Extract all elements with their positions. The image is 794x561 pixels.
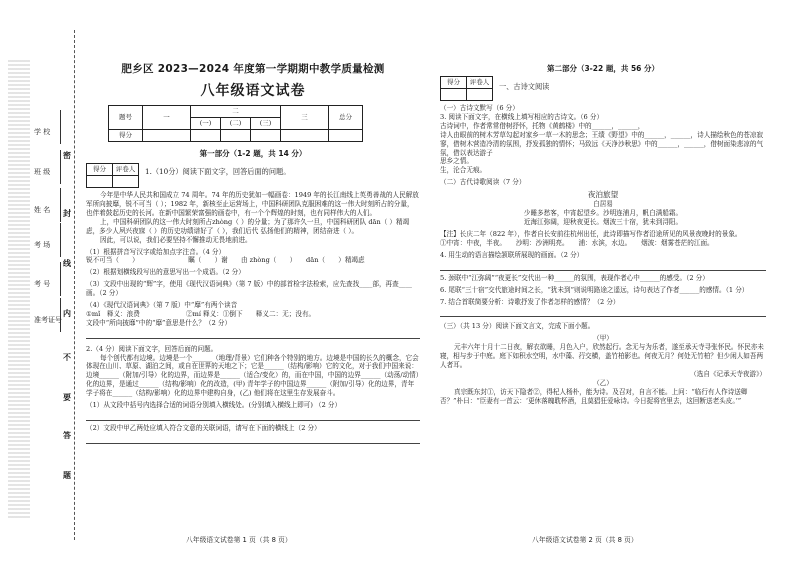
score-sub-cell: (三) [251, 118, 281, 130]
grader-score-cell[interactable] [441, 89, 467, 101]
grader-score-label: 得分 [441, 77, 467, 89]
page-2 [440, 64, 766, 405]
room-label: 考 场 [34, 241, 51, 249]
score-sub-cell: (一) [191, 118, 221, 130]
q4: 4. 用生动的语言描绘颔联所展现的画面。（2 分） [440, 250, 584, 259]
score-header-cell: 总分 [329, 106, 363, 130]
poem-note: ①中宵：中夜，半夜。 沙明：沙洲明亮。 浦：水滨，水边。 烟波：烟雾苍茫的江面。 [440, 238, 714, 247]
grader-box [86, 163, 139, 188]
q2-2: （2）文段中甲乙两处应填入符合文意的关联词语，请写在下面的横线上（2 分） [86, 423, 321, 432]
cut-line [74, 30, 75, 540]
score-row-label: 得分 [109, 130, 143, 142]
passage-yi: 真宗既东封①，访天下隐者②，得杞人杨朴，能为诗。及召对，自言不能。上问：“临行有人作诗送卿否？”朴曰：“臣妻有一首云：‘更休落魄耽杯酒，且莫猖狂爱咏诗。今日捉将官里去，这回断送老头皮。’” [440, 387, 748, 405]
sub1-title: （一）古诗文默写（6 分） [440, 104, 519, 113]
page-1 [86, 62, 420, 444]
seal-char: 密 [63, 150, 71, 160]
score-cell[interactable] [251, 130, 281, 142]
q1-passage: 今年是中华人民共和国成立 74 周年。74 年的历史犹如一幅画卷：1949 年的长江南线上英勇善战的人民解放军所向披靡，锐不可当（ ）；1982 年，新核至止运营场上，中国科研团队克服困难的这一伟大时刻所占的分量，也伴着鼓起历史的长河。在新中国繁荣富强的画卷中，有一个个辉煌的时刻，也有同样伟大的人们。 [86, 191, 419, 217]
q7: 7. 结合首联简要分析：诗歌抒发了作者怎样的感情？（2 分） [440, 297, 620, 306]
answer-line[interactable] [86, 412, 420, 421]
binding-strip [0, 0, 80, 561]
q1-passage: 因此，可以说，我们必要坚持不懈推动无畏地前进。 [100, 235, 252, 244]
section1-title: 一、古诗文阅读 [499, 82, 550, 92]
q1-3: （3）文段中出现的“辉”字，使用《现代汉语词典》（第 7 版）中的部首检字法检索，应先查找____部，再查____画。（2 分） [86, 280, 412, 298]
seal-char: 要 [63, 392, 71, 402]
seal-char: 封 [63, 208, 71, 218]
part2-heading: 第二部分（3-22 题，共 56 分） [546, 64, 660, 73]
poem-author: 白居易 [593, 200, 613, 209]
seal-char: 内 [63, 308, 71, 318]
seal-char: 答 [63, 430, 71, 440]
school-label: 学 校 [34, 128, 51, 136]
score-header-cell: 二 [191, 106, 281, 118]
seal-char: 不 [63, 352, 71, 362]
name-label: 姓 名 [34, 206, 51, 214]
grader-name-cell[interactable] [113, 176, 139, 188]
passage-jia-label: （甲） [593, 334, 613, 343]
q3-text: 古诗词中，作者常常借树抒怀，托物《黄鹤楼》中的______，______， [440, 121, 645, 130]
q2-1: （1）从文段中括号内选择合适的词语分别填入横线处。(分别填入横线上即可) （2 分） [86, 401, 342, 409]
grader-name-label: 评卷人 [467, 77, 493, 89]
answer-line[interactable] [86, 330, 420, 339]
q1-4: （4）《现代汉语词典》（第 7 版）中“靡”有两个读音 [86, 300, 238, 309]
grader-name-label: 评卷人 [113, 164, 139, 176]
q1-4-question: 文段中“所向披靡”中的“靡”意思是什么？（2 分） [86, 318, 232, 327]
q2-intro: 2.（4 分）阅读下面文字，回答后面的问题。 [86, 344, 218, 353]
score-header-cell: 题号 [109, 106, 143, 130]
score-cell[interactable] [329, 130, 363, 142]
q3-text: 生，沦合无痕。 [440, 166, 487, 175]
seal-char: 线 [63, 258, 71, 268]
part2-header [440, 76, 766, 101]
page-1-footer: 八年级语文试卷第 1 页（共 8 页） [186, 536, 292, 544]
q3-text: 思乡之情。 [440, 157, 473, 166]
passage-jia: 元丰六年十月十二日夜，解衣欲睡，月色入户，欣然起行。念无与为乐者，遂至承天寺寻张怀民。怀民亦未寝，相与步于中庭。庭下如积水空明，水中藻、荇交横，盖竹柏影也。何夜无月？何处无竹柏？但少闲人如吾两人者耳。 [440, 343, 764, 369]
score-cell[interactable] [281, 130, 329, 142]
q1-intro: 1.（10分）阅读下面文字，回答后面的问题。 [145, 167, 291, 177]
score-cell[interactable] [221, 130, 251, 142]
score-cell[interactable] [191, 130, 221, 142]
answer-line[interactable] [86, 435, 420, 444]
sub2-title: （二）古代诗歌阅读（7 分） [440, 178, 526, 187]
score-header-cell: 一 [143, 106, 191, 130]
exam-number-label: 考 号 [34, 280, 51, 288]
sub3-title: （三）（共 13 分）阅读下面文言文，完成下面小题。 [440, 322, 595, 331]
q1-header [86, 163, 420, 188]
score-cell[interactable] [143, 130, 191, 142]
poem-title: 夜泊旅望 [587, 190, 619, 200]
grader-score-cell[interactable] [87, 176, 113, 188]
q5: 5. 颈联中“江弥阔”“夜更长”交代出一种______的氛围，表现作者心中______的感受。（2 分） [440, 273, 709, 282]
answer-line[interactable] [440, 262, 766, 271]
admission-number-label: 准考证号 [34, 316, 62, 324]
q1-4-options: ①mǐ 释义：浪费 ②mí 释义：①倒下 释义二：无；没有。 [86, 309, 316, 318]
exam-title: 肥乡区 2023—2024 年度第一学期期中教学质量检测 [121, 63, 385, 75]
passage-jia-source: （选自《记承天寺夜游》） [690, 369, 766, 378]
q1-1-items: 锐不可当（ ） 瞩（ ）谢 由 zhòng（ ） dān（ ）精竭虑 [86, 256, 365, 265]
part1-heading: 第一部分（1-2 题，共 14 分） [199, 149, 307, 159]
q2-passage: 每个创代都有边境。边境是一个______（地理/背景）它们种各个特别的地方。边境是中国的长久的概念，它会体现在山川、草原、湖泊之间，或自在世界的天地之下；它是______（结构/影响）它的文化，对于我们中国来说：边境______（附加/引导）化的边界，而边界是______（适合/变化）的，而在中国，中国的边界______（动荡/动情）化的边界，是通过______（结构/影响）化的改造，(甲) 青年学子的中国边界______（附加/引导）化的边界，青年学子将在______（结构/影响）化的边界中建构自身，(乙) 他们将在这里生存发展奋斗。 [86, 353, 420, 398]
score-sub-cell: (二) [221, 118, 251, 130]
poem-line: 近海江弥阔，迎秋夜更长。烟波三十宿，犹未到浔阳。 [523, 218, 683, 227]
binding-texture [8, 60, 30, 520]
grader-box [440, 76, 493, 101]
score-table [108, 105, 363, 142]
page-2-footer: 八年级语文试卷第 2 页（共 8 页） [532, 536, 638, 544]
grader-score-label: 得分 [87, 164, 113, 176]
q1-1: （1）根据拼音写汉字或给加点字注音。（4 分） [86, 247, 226, 256]
seal-char: 题 [63, 470, 71, 480]
q3-text: 诗人由眼前的树木芳草勾起对家乡一草一木的思念；王绩《野望》中的______，______，诗人描绘秋色的苍凉寂寥，借树木营造冷清的氛围，抒发孤独的情怀；马致远《天净沙秋思》中的______，______，借树面染悲凉的气氛，借以表达游子 [440, 130, 764, 157]
score-header-cell: 三 [281, 106, 329, 130]
poem-line: 少睡多愁客，中宵起望乡。沙明连浦月，帆白满船霜。 [523, 209, 683, 218]
grader-name-cell[interactable] [467, 89, 493, 101]
passage-yi-label: （乙） [593, 378, 613, 387]
q3-prompt: 3. 阅读下面文字，在横线上填写相应的古诗文。（6 分） [440, 113, 604, 122]
q1-2: （2）根据划横线段写出的意思写出一个成语。（2 分） [86, 268, 245, 277]
exam-subtitle: 八年级语文试卷 [200, 83, 306, 100]
poem-note: 【注】长庆二年（822 年），作者自长安前往杭州出任，此诗即描写作者沿途所见的风景夜晚时的景象。 [440, 230, 742, 239]
q6: 6. 尾联“三十宿”交代旅途时间之长，“犹未到”则说明路途之遥远，诗句表达了作者______的感情。（1 分） [440, 285, 749, 294]
answer-line[interactable] [440, 308, 766, 317]
class-label: 班 级 [34, 168, 51, 176]
q1-passage: 上，中国科研团队的这一伟大时刻所占zhòng（ ）的分量；为了那许久一旦，中国科研团队 dān（ ）精竭虑，多少人夙兴夜寐（ ）的历史功绩谱好了（ ），我们后代 弘扬他们的精神，团结奋进（ ）。 [86, 217, 410, 235]
